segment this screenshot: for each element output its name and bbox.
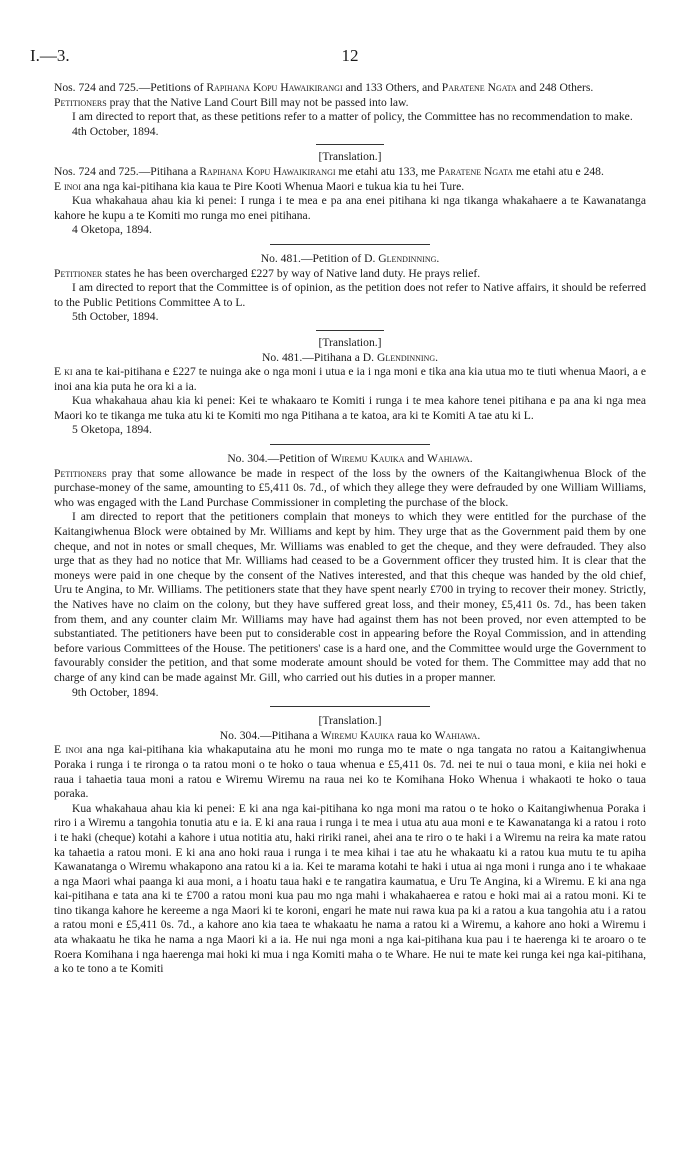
heading-text: Nos. 724 and 725.—Pitihana a	[54, 164, 200, 178]
section-divider	[270, 444, 430, 445]
petitioner-name: Rapihana Kopu Hawaikirangi	[206, 81, 343, 94]
petitioner-name: Paratene Ngata	[441, 81, 517, 94]
heading-text: No. 304.—Petition of	[227, 452, 331, 466]
translation-label: [Translation.]	[318, 714, 382, 728]
divider	[316, 330, 384, 331]
petitioner-name: Paratene Ngata	[438, 164, 514, 178]
translation-prayer	[54, 743, 646, 801]
translation-heading	[54, 165, 646, 180]
heading-text: .	[436, 251, 440, 265]
heading-text: me etahi atu e 248.	[513, 164, 604, 178]
translation-prayer	[54, 180, 646, 195]
paragraph-text: ana te kai-pitihana e £227 te nuinga ake o nga moni i utua e ia i nga moni e tika ana kia utua mo te tiuti whenua Maori, a e inoi ana kia puta he ora ki a ia.	[54, 365, 647, 393]
page-number: 12	[341, 46, 359, 65]
report-date: 9th October, 1894.	[72, 685, 159, 699]
paragraph-text: pray that the Native Land Court Bill may not be passed into law.	[106, 95, 409, 109]
translation-prayer	[54, 365, 646, 394]
petitioner-name: Wahiawa	[427, 452, 470, 466]
paragraph-text: ana nga kai-pitihana kia kaua te Pire Kooti Whenua Maori e tukua kia tu hei Ture.	[80, 179, 465, 193]
petitioner-name: Wahiawa	[434, 728, 478, 742]
paragraph-text: states he has been overcharged £227 by way of Native land duty. He prays relief.	[102, 266, 481, 280]
petitioner-name: Wiremu Kauika	[320, 728, 395, 742]
heading-text: and 133 Others, and	[342, 81, 442, 94]
heading-text: and	[404, 452, 428, 466]
lead-word: E inoi	[54, 743, 83, 757]
heading-text: and 248 Others.	[516, 81, 594, 94]
petitioner-name: Glendinning	[376, 350, 436, 364]
petition-heading	[54, 252, 646, 267]
petition-heading	[54, 81, 646, 96]
petition-prayer	[54, 96, 646, 111]
page-header	[30, 46, 670, 66]
translation-label: [Translation.]	[318, 335, 382, 349]
petition-prayer	[54, 467, 646, 511]
divider	[316, 144, 384, 145]
divider	[270, 706, 430, 707]
lead-word: Petitioner	[54, 266, 103, 280]
committee-report: I am directed to report that the Committee is of opinion, as the petition does not refer to Native affairs, it should be referred to the Public Petitions Committee A to L.	[54, 281, 646, 309]
section-divider	[270, 244, 430, 245]
lead-word: Petitioners	[54, 466, 107, 480]
translation-label: [Translation.]	[318, 150, 382, 164]
document-reference: I.—3.	[30, 46, 70, 65]
lead-word: E ki	[54, 365, 73, 379]
translation-date: 5 Oketopa, 1894.	[72, 423, 152, 437]
heading-text: .	[477, 728, 481, 742]
heading-text: raua ko	[394, 728, 435, 742]
heading-text: No. 304.—Pitihana a	[219, 728, 321, 742]
heading-text: me etahi atu 133, me	[335, 164, 439, 178]
translation-date: 4 Oketopa, 1894.	[72, 223, 152, 237]
heading-text: No. 481.—Pitihana a D.	[261, 350, 377, 364]
translation-report: Kua whakahaua ahau kia ki penei: Kei te whakaaro te Komiti i runga i te mea kahore tenei pitihana e pa ana ki nga mea Maori ko te tikanga me tuka atu ki te Komiti mo nga Pitihana a te katoa, ara ki te Komiti A tae atu ki L.	[54, 394, 646, 422]
translation-heading	[54, 729, 646, 744]
lead-word: Petitioners	[54, 95, 107, 109]
lead-word: E inoi	[54, 179, 81, 193]
heading-text: Nos. 724 and 725.—Petitions of	[54, 81, 207, 94]
report-date: 5th October, 1894.	[72, 310, 159, 324]
translation-report: Kua whakahaua ahau kia ki penei: I runga i te mea e pa ana enei pitihana ki nga tikanga whakahaere a te Kawanatanga kahore he kupu a te Komiti mo runga mo enei pitihana.	[54, 194, 646, 222]
petition-prayer	[54, 267, 646, 282]
committee-report: I am directed to report that, as these petitions refer to a matter of policy, the Committee has no recommendation to make.	[72, 110, 633, 124]
heading-text: .	[435, 350, 438, 364]
translation-heading	[54, 351, 646, 366]
paragraph-text: pray that some allowance be made in respect of the loss by the owners of the Kaitangiwhenua Block of the purchase-money of the same, amounting to £5,411 0s. 7d., of which they allege they were defrauded by one William Williams, who was engaged with the Land Purchase Commissioner in completing the purchase of the block.	[54, 466, 646, 509]
report-date: 4th October, 1894.	[72, 124, 159, 138]
paragraph-text: ana nga kai-pitihana kia whakaputaina atu he moni mo runga mo te mate o nga tangata no ratou a Kaitangiwhenua Poraka i runga i te rironga o ta ratou moni o te hoko o taua whenua e £5,411 0s. 7d. nei te nui o taua moni, e kiia nei hoki e raua i tahaetia taua moni a ratou e Wiremu Wiremu na raua nei ko te Komihana Hoko Whenua i whakaoti te hoko o taua poraka.	[54, 743, 646, 801]
petitioner-name: Wiremu Kauika	[330, 452, 405, 466]
petitioner-name: Glendinning	[378, 251, 437, 265]
committee-report: I am directed to report that the petitioners complain that moneys to which they were entitled for the purchase of the Kaitangiwhenua Block were obtained by Mr. Williams and kept by him. They urge that as the Government paid them by one cheque, and not in notes or small cheques, Mr. Williams was enabled to get the cheque, and they were defrauded. They also urge that as they had no notice that Mr. Williams had ceased to be a Government officer they trusted him. It is clear that the moneys were paid in one cheque by the consent of the Natives interested, and that this cheque was handed by the old chief, Uru te Angina, to Mr. Williams. The petitioners state that they have spent nearly £700 in trying to recover their money. Strictly, the Natives have no claim on the colony, but they have suffered great loss, and their money, £5,411 0s. 7d., has been taken from them, and any counter claim Mr. Williams may have had against them has not been proved, nor even attempted to be substantiated. The petitioners have been put to considerable cost in appearing before the Royal Commission, and in attending before various Committees of the House. The petitioners' case is a hard one, and the Committee would urge the Government to favourably consider the petition, and that some moderate amount should be voted for them. The Committee may add that no charge of any kind can be made against Mr. Gill, who carried out his duties in a proper manner.	[54, 510, 646, 684]
petition-heading	[54, 452, 646, 467]
translation-report: Kua whakahaua ahau kia ki penei: E ki ana nga kai-pitihana ko nga moni ma ratou o te hoko o Kaitangiwhenua Poraka i riro i a Wiremu a tangohia tonutia atu e ia. E ki ana raua i runga i te mea i utua atu aua moni e te Kawanatanga ki a ratou i roto i te haki (cheque) kotahi a kahore i utua notitia atu, haki ririki ranei, ahei ana te riro o te haki i a Wiremu na reira ka mate ratou ka tahaetia a ratou moni. E ki ana ano hoki raua i runga i te mea kihai i tae atu he whakaatu ki a ratou kua mutu te tu apiha Kawanatanga o Wiremu whakapono ana ratou ki a ia. Kei te marama kotahi te haki i utua ai nga moni i runga ano i te whakaae a nga Maori whai paanga ki aua moni, a i hoatu taua haki e te rangatira kaumatua, e Uru Te Angina, ki a Wiremu. E ki ana nga kai-pitihana e tata ana ki te £700 a ratou moni kua pau mo nga mahi i whakahaerea e ratou e hoki mai ai a ratou moni. Ki te tino tikanga kahore he kereeme a nga Maori ki te koroni, engari he mate nui rawa kua pa ki a ratou a kua tangohia atu i a ratou a ratou moni e £5,411 0s. 7d., a kahore ano kia taea te whakaatu he nama a ratou ki a Wiremu, a kahore ano hoki a Wiremu i ata whakaatu he tika he nama a nga Maori ki a ia. He nui nga moni a nga kai-pitihana kua pau i te haerenga ki te aroaro o te Roera Komihana i nga haerenga mai hoki ki mua i nga Komiti maha o te Whare. He nui te mate kei runga kei nga kai-pitihana, a ko te tono a te Komiti	[54, 801, 646, 976]
heading-text: .	[469, 452, 473, 466]
heading-text: No. 481.—Petition of D.	[260, 251, 379, 265]
petitioner-name: Rapihana Kopu Hawaikirangi	[199, 164, 336, 178]
document-body	[54, 81, 646, 977]
